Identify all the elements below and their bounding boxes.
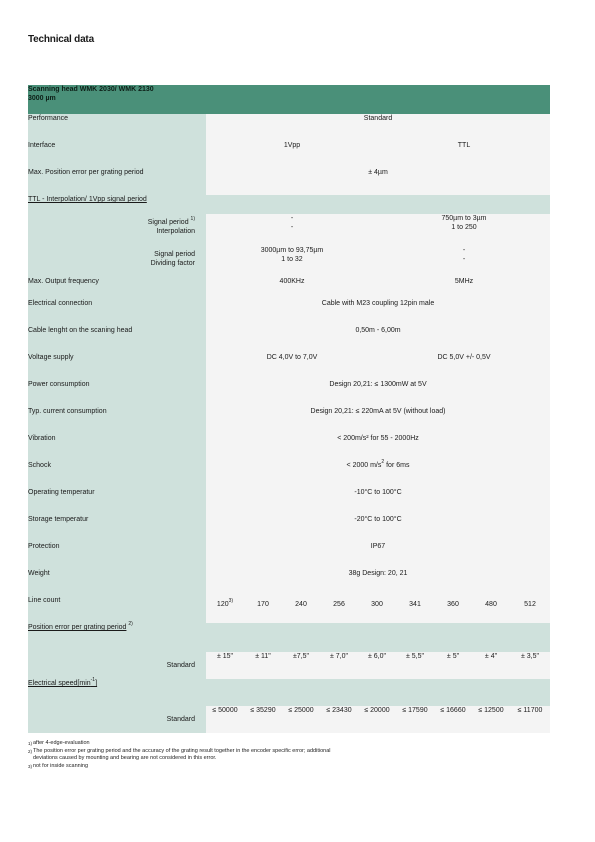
footnote-text: after 4-edge-evaluation xyxy=(33,740,90,746)
value-signal-dividing-ttl xyxy=(378,246,550,277)
row-label-performance: Performance xyxy=(28,114,206,141)
value-text: 1 to 250 xyxy=(451,224,477,231)
page-title: Technical data xyxy=(28,34,94,45)
value-text: 750µm to 3µm xyxy=(441,215,487,222)
footnote-number: 3) xyxy=(28,763,33,769)
value-text: 3000µm to 93,75µm xyxy=(260,247,324,254)
table-row xyxy=(28,277,550,299)
row-label-vibration: Vibration xyxy=(28,434,206,461)
section-position-error xyxy=(28,623,550,652)
position-error-cell: ± 5,5" xyxy=(396,652,434,679)
value-text: - xyxy=(462,247,466,254)
footnote-ref-1: 1) xyxy=(190,216,195,222)
footnote-text: not for inside scanning xyxy=(33,762,89,769)
row-label-standard: Standard xyxy=(28,706,206,733)
line-count-cell xyxy=(206,596,244,623)
value-max-output-frequency-ttl: 5MHz xyxy=(378,277,550,299)
footnote-1 xyxy=(28,740,348,748)
value-voltage-supply-ttl: DC 5,0V +/- 0,5V xyxy=(378,353,550,380)
line-count-cell: 300 xyxy=(358,596,396,623)
line-count-cell: 341 xyxy=(396,596,434,623)
line-count-cell: 240 xyxy=(282,596,320,623)
value-protection: IP67 xyxy=(206,542,550,569)
line-count-cell: 480 xyxy=(472,596,510,623)
row-label-schock: Schock xyxy=(28,461,206,488)
row-label-current-consumption: Typ. current consumption xyxy=(28,407,206,434)
table-row xyxy=(28,542,550,569)
footnote-ref-3: 3) xyxy=(228,598,234,604)
value-vibration: < 200m/s² for 55 - 2000Hz xyxy=(206,434,550,461)
row-label-cable-length: Cable lenght on the scaning head xyxy=(28,326,206,353)
table-row xyxy=(28,407,550,434)
line-count-cell: 512 xyxy=(510,596,550,623)
section-ttl-interpolation xyxy=(28,195,550,214)
row-label-storage-temperatur: Storage temperatur xyxy=(28,515,206,542)
value-text: 1 to 32 xyxy=(281,256,303,263)
value-schock xyxy=(206,461,550,488)
position-error-cell: ± 3,5" xyxy=(510,652,550,679)
table-row xyxy=(28,246,550,277)
label-dividing-factor: Dividing factor xyxy=(150,260,195,267)
value-signal-interp-1vpp xyxy=(206,214,378,246)
section-row xyxy=(28,195,550,214)
position-error-row xyxy=(28,652,550,679)
section-title-text: Electrical speed[min xyxy=(28,680,91,687)
table-row xyxy=(28,461,550,488)
value-text: - xyxy=(290,215,294,222)
line-count-cell: 170 xyxy=(244,596,282,623)
table-row xyxy=(28,326,550,353)
electrical-speed-cell: ≤ 17590 xyxy=(396,706,434,733)
row-label-power-consumption: Power consumption xyxy=(28,380,206,407)
section-title-end: ] xyxy=(95,680,98,687)
value-text: < 2000 m/s xyxy=(346,462,382,469)
header-subtitle: 3000 µm xyxy=(28,95,56,102)
footnote-ref-2: 2) xyxy=(128,621,133,627)
table-row xyxy=(28,515,550,542)
table-row xyxy=(28,569,550,596)
value-interface-1vpp: 1Vpp xyxy=(206,141,378,168)
row-label-line-count: Line count xyxy=(28,596,206,623)
table-row xyxy=(28,214,550,246)
row-label-weight: Weight xyxy=(28,569,206,596)
table-row xyxy=(28,434,550,461)
value-voltage-supply-1vpp: DC 4,0V to 7,0V xyxy=(206,353,378,380)
electrical-speed-cell: ≤ 35290 xyxy=(244,706,282,733)
position-error-cell: ± 7,0" xyxy=(320,652,358,679)
line-count-cell: 360 xyxy=(434,596,472,623)
section-electrical-speed xyxy=(28,679,550,706)
value-max-output-frequency-1vpp: 400KHz xyxy=(206,277,378,299)
footnote-number: 2) xyxy=(28,748,33,754)
value-text: - xyxy=(462,256,466,263)
section-title xyxy=(28,677,98,687)
table-row xyxy=(28,353,550,380)
electrical-speed-cell: ≤ 50000 xyxy=(206,706,244,733)
position-error-cell: ± 11" xyxy=(244,652,282,679)
electrical-speed-cell: ≤ 16660 xyxy=(434,706,472,733)
row-label-max-position-error: Max. Position error per grating period xyxy=(28,168,206,195)
electrical-speed-cell: ≤ 23430 xyxy=(320,706,358,733)
line-count-cell: 256 xyxy=(320,596,358,623)
electrical-speed-cell: ≤ 20000 xyxy=(358,706,396,733)
footnote-number: 1) xyxy=(28,741,33,746)
section-row xyxy=(28,623,550,652)
row-label-protection: Protection xyxy=(28,542,206,569)
row-label-signal-interpolation xyxy=(28,214,206,246)
value-electrical-connection: Cable with M23 coupling 12pin male xyxy=(206,299,550,326)
value-text: for 6ms xyxy=(384,462,410,469)
position-error-cell: ± 15" xyxy=(206,652,244,679)
section-title: Position error per grating period xyxy=(28,624,127,631)
superscript: 2 xyxy=(381,459,385,465)
table-row xyxy=(28,380,550,407)
position-error-cell: ± 4" xyxy=(472,652,510,679)
row-label-standard: Standard xyxy=(28,652,206,679)
label-interpolation: Interpolation xyxy=(156,228,195,235)
technical-data-table xyxy=(28,85,550,733)
row-label-signal-dividing xyxy=(28,246,206,277)
value-weight: 38g Design: 20, 21 xyxy=(206,569,550,596)
value-signal-dividing-1vpp xyxy=(206,246,378,277)
table-header-row xyxy=(28,85,550,114)
table-row xyxy=(28,168,550,195)
table-row xyxy=(28,114,550,141)
line-count-value: 120 xyxy=(216,601,229,608)
electrical-speed-cell: ≤ 12500 xyxy=(472,706,510,733)
footnote-text: The position error per grating period and the accuracy of the grating result together in the encoder specific error; additional deviations caused by mounting and bearing are not considered in this error. xyxy=(33,747,331,762)
value-max-position-error: ± 4µm xyxy=(206,168,550,195)
section-title: TTL - Interpolation/ 1Vpp signal period xyxy=(28,196,147,203)
value-interface-ttl: TTL xyxy=(378,141,550,168)
value-performance: Standard xyxy=(206,114,550,141)
value-cable-length: 0,50m - 6,00m xyxy=(206,326,550,353)
position-error-cell: ± 6,0" xyxy=(358,652,396,679)
position-error-cell: ± 5" xyxy=(434,652,472,679)
scanning-head-header xyxy=(28,85,550,114)
table-row xyxy=(28,299,550,326)
row-label-operating-temperatur: Operating temperatur xyxy=(28,488,206,515)
label-signal-period: Signal period xyxy=(147,219,189,226)
row-label-interface: Interface xyxy=(28,141,206,168)
table-row xyxy=(28,488,550,515)
section-row xyxy=(28,679,550,706)
footnotes xyxy=(28,740,348,770)
value-text: - xyxy=(290,224,294,231)
line-count-row xyxy=(28,596,550,623)
electrical-speed-cell: ≤ 11700 xyxy=(510,706,550,733)
value-operating-temperatur: -10°C to 100°C xyxy=(206,488,550,515)
value-storage-temperatur: -20°C to 100°C xyxy=(206,515,550,542)
row-label-electrical-connection: Electrical connection xyxy=(28,299,206,326)
header-title: Scanning head WMK 2030/ WMK 2130 xyxy=(28,86,154,93)
row-label-voltage-supply: Voltage supply xyxy=(28,353,206,380)
superscript: -1 xyxy=(90,677,96,683)
value-power-consumption: Design 20,21: ≤ 1300mW at 5V xyxy=(206,380,550,407)
value-current-consumption: Design 20,21: ≤ 220mA at 5V (without load) xyxy=(206,407,550,434)
value-signal-interp-ttl xyxy=(378,214,550,246)
electrical-speed-cell: ≤ 25000 xyxy=(282,706,320,733)
footnote-3 xyxy=(28,763,348,771)
electrical-speed-row xyxy=(28,706,550,733)
footnote-2 xyxy=(28,748,348,763)
row-label-max-output-frequency: Max. Output frequency xyxy=(28,277,206,299)
position-error-cell: ±7,5" xyxy=(282,652,320,679)
label-signal-period: Signal period xyxy=(154,251,195,258)
table-row xyxy=(28,141,550,168)
